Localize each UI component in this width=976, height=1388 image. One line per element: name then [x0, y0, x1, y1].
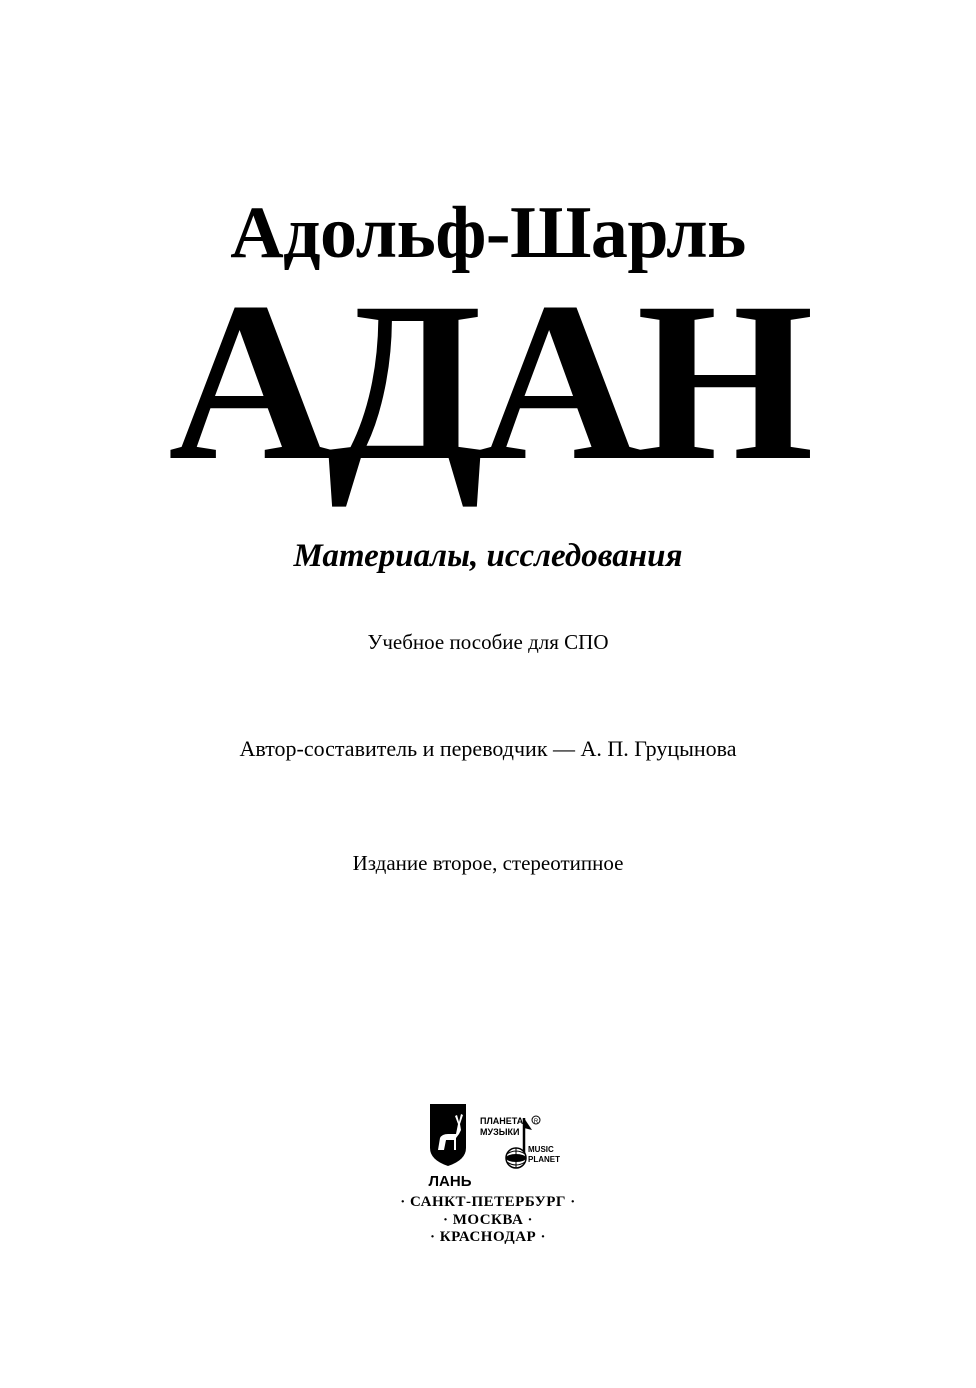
publisher-logos	[418, 1100, 568, 1190]
edition-note: Издание второе, стереотипное	[352, 851, 624, 875]
book-type: Учебное пособие для СПО	[367, 630, 609, 654]
planeta-logo-line-3: MUSIC	[528, 1145, 554, 1154]
publisher-city-krasnodar: · КРАСНОДАР ·	[430, 1229, 546, 1245]
lan-logo-text: ЛАНЬ	[428, 1173, 472, 1190]
subtitle: Материалы, исследования	[293, 538, 683, 574]
lan-deer-logo-icon	[426, 1100, 476, 1190]
compiler-credit: Автор-составитель и переводчик — А. П. Груцынова	[239, 736, 737, 761]
publisher-city-moscow: · МОСКВА ·	[442, 1212, 534, 1228]
planeta-logo-line-4: PLANET	[528, 1155, 560, 1164]
author-first-name: Адольф-Шарль	[230, 192, 746, 274]
planeta-logo-line-1: ПЛАНЕТА	[480, 1116, 524, 1126]
publisher-city-saint-petersburg: · САНКТ-ПЕТЕРБУРГ ·	[400, 1194, 576, 1210]
svg-text:R: R	[533, 1119, 539, 1125]
planeta-muzyki-logo-icon	[480, 1114, 570, 1178]
planeta-logo-line-2: МУЗЫКИ	[480, 1127, 520, 1137]
author-surname: АДАН	[168, 256, 808, 508]
